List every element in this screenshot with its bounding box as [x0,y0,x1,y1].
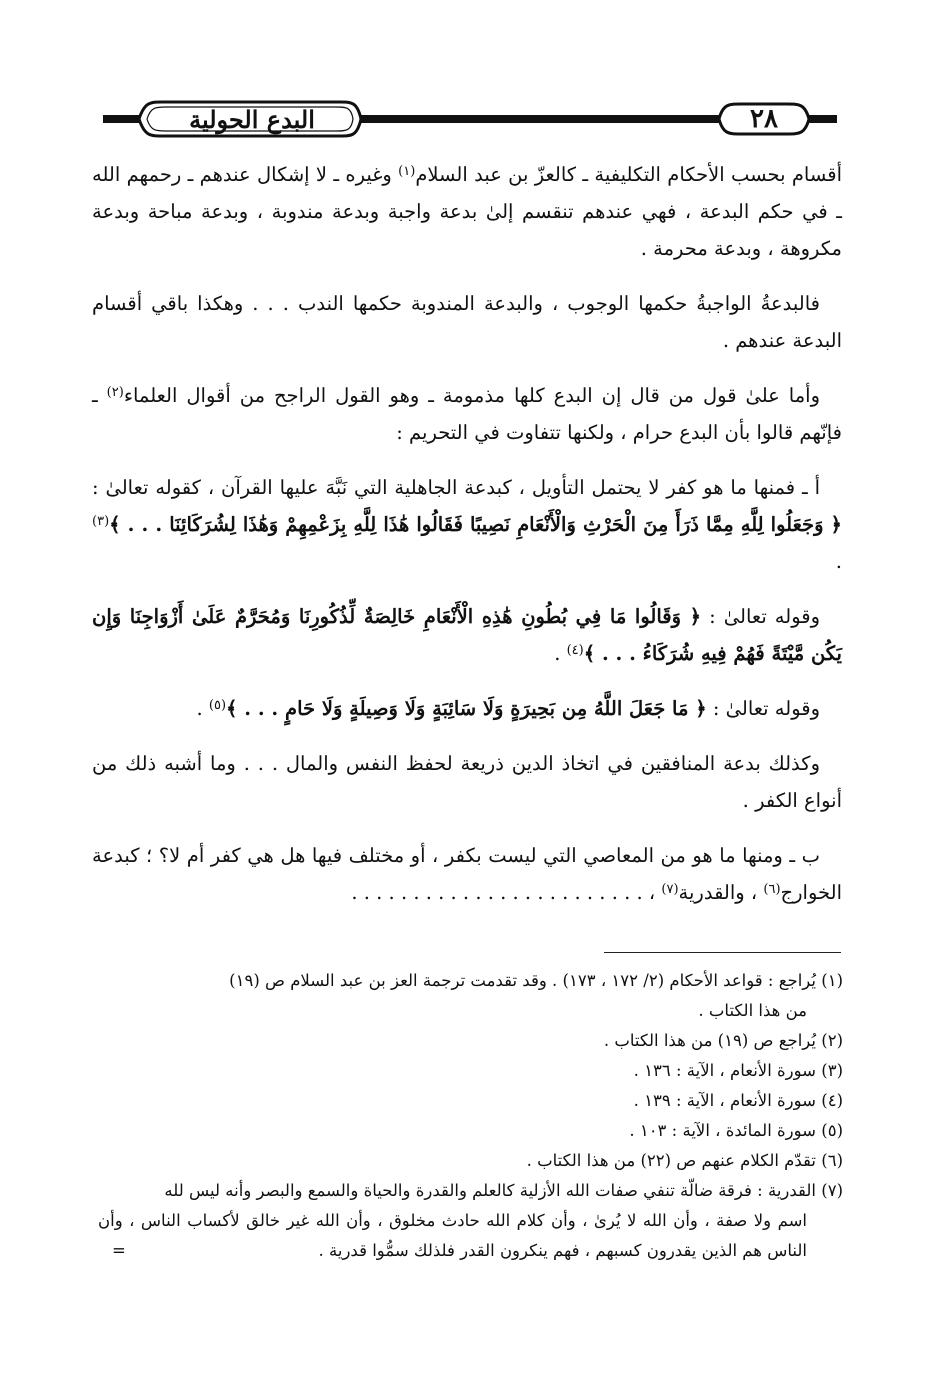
footnote-5: (٥) سورة المائدة ، الآية : ١٠٣ . [629,1121,843,1140]
footnote-ref-5: (٥) [208,698,227,713]
quran-verse-2: ﴿ وَقَالُوا مَا فِي بُطُونِ هَٰذِهِ الْأَنْعَامِ خَالِصَةٌ لِّذُكُورِنَا وَمُحَرَّمٌ عَلَىٰ أَزْوَاجِنَا وَإِن يَكُن مَّيْتَةً فَهُمْ فِيهِ شُرَكَاءُ . . . ﴾ [92,605,842,665]
paragraph-1: أقسام بحسب الأحكام التكليفية ـ كالعزّ بن عبد السلام$^{(١)}$ وغيره ـ لا إشكال عندهم ـ رحمهم الله ـ في حكم البدعة ، فهي عندهم تنقسم إلىٰ بدعة واجبة وبدعة مندوبة ، وبدعة مباحة وبدعة مكروهة ، وبدعة محرمة . [92,163,842,260]
page-number: ٢٨ [750,104,778,134]
footnote-ref-7: (٧) [661,882,679,897]
footnote-separator [604,952,841,953]
paragraph-2: فالبدعةُ الواجبةُ حكمها الوجوب ، والبدعة المندوبة حكمها الندب . . . وهكذا باقي أقسام البدعة عندهم . [92,292,842,352]
footnote-ref-3: (٣) [92,514,110,529]
footnote-2: (٢) يُراجع ص (١٩) من هذا الكتاب . [603,1031,843,1050]
footnote-ref-2: (٢) [106,385,124,400]
footnote-3: (٣) سورة الأنعام ، الآية : ١٣٦ . [633,1061,843,1080]
footnote-6: (٦) تقدّم الكلام عنهم ص (٢٢) من هذا الكتاب . [526,1151,843,1170]
paragraph-8: ب ـ ومنها ما هو من المعاصي التي ليست بكفر ، أو مختلف فيها هل هي كفر أم لا؟ ؛ كبدعة الخوارج$^{(٦)}$ ، والقدرية$^{(٧)}$ ، . . . . . . . . . . . . . . . . . . . . . . . . [92,844,842,904]
footnote-7: (٧) القدرية : فرقة ضالّة تنفي صفات الله الأزلية كالعلم والقدرة والحياة والسمع والبصر وأنه ليس لله اسم ولا صفة ، وأن الله لا يُرىٰ ، وأن كلام الله حادث مخلوق ، وأن الله غير خالق لأكساب الناس ، وأن الناس هم الذين يقدرون كسبهم ، فهم ينكرون القدر فلذلك سمُّوا قدرية . = [98,1176,843,1266]
continued-mark: = [112,1241,126,1260]
footnote-ref-1: (١) [398,164,416,179]
paragraph-6: وقوله تعالىٰ : ﴿ مَا جَعَلَ اللَّهُ مِن بَحِيرَةٍ وَلَا سَائِبَةٍ وَلَا وَصِيلَةٍ وَلَا حَامٍ . . . ﴾$^{(٥)}$ . [196,697,820,720]
quran-verse-1: ﴿ وَجَعَلُوا لِلَّهِ مِمَّا ذَرَأَ مِنَ الْحَرْثِ وَالْأَنْعَامِ نَصِيبًا فَقَالُوا هَٰذَا لِلَّهِ بِزَعْمِهِمْ وَهَٰذَا لِشُرَكَائِنَا . . . ﴾ [109,513,842,536]
running-title: البدع الحولية [189,104,315,134]
paragraph-4: أ ـ فمنها ما هو كفر لا يحتمل التأويل ، كبدعة الجاهلية التي نَبَّهَ عليها القرآن ، كقوله تعالىٰ : ﴿ وَجَعَلُوا لِلَّهِ مِمَّا ذَرَأَ مِنَ الْحَرْثِ وَالْأَنْعَامِ نَصِيبًا فَقَالُوا هَٰذَا لِلَّهِ بِزَعْمِهِمْ وَهَٰذَا لِشُرَكَائِنَا . . . ﴾$^{(٣)}$ . [92,476,842,573]
page-header [95,96,839,142]
paragraph-5: وقوله تعالىٰ : ﴿ وَقَالُوا مَا فِي بُطُونِ هَٰذِهِ الْأَنْعَامِ خَالِصَةٌ لِّذُكُورِنَا وَمُحَرَّمٌ عَلَىٰ أَزْوَاجِنَا وَإِن يَكُن مَّيْتَةً فَهُمْ فِيهِ شُرَكَاءُ . . . ﴾$^{(٤)}$ . [92,605,842,665]
footnote-1: (١) يُراجع : قواعد الأحكام (٢/ ١٧٢ ، ١٧٣) . وقد تقدمت ترجمة العز بن عبد السلام ص (١٩) من هذا الكتاب . [229,971,843,1020]
footnote-ref-6: (٦) [763,882,781,897]
footnotes [98,966,843,1266]
paragraph-3: وأما علىٰ قول من قال إن البدع كلها مذمومة ـ وهو القول الراجح من أقوال العلماء$^{(٢)}$ ـ فإنّهم قالوا بأن البدع حرام ، ولكنها تتفاوت في التحريم : [92,384,842,444]
main-text [92,156,842,929]
footnote-ref-4: (٤) [566,643,584,658]
paragraph-7: وكذلك بدعة المنافقين في اتخاذ الدين ذريعة لحفظ النفس والمال . . . وما أشبه ذلك من أنواع الكفر . [92,752,842,812]
quran-verse-3: ﴿ مَا جَعَلَ اللَّهُ مِن بَحِيرَةٍ وَلَا سَائِبَةٍ وَلَا وَصِيلَةٍ وَلَا حَامٍ . . . ﴾ [226,697,707,720]
footnote-4: (٤) سورة الأنعام ، الآية : ١٣٩ . [633,1091,843,1110]
